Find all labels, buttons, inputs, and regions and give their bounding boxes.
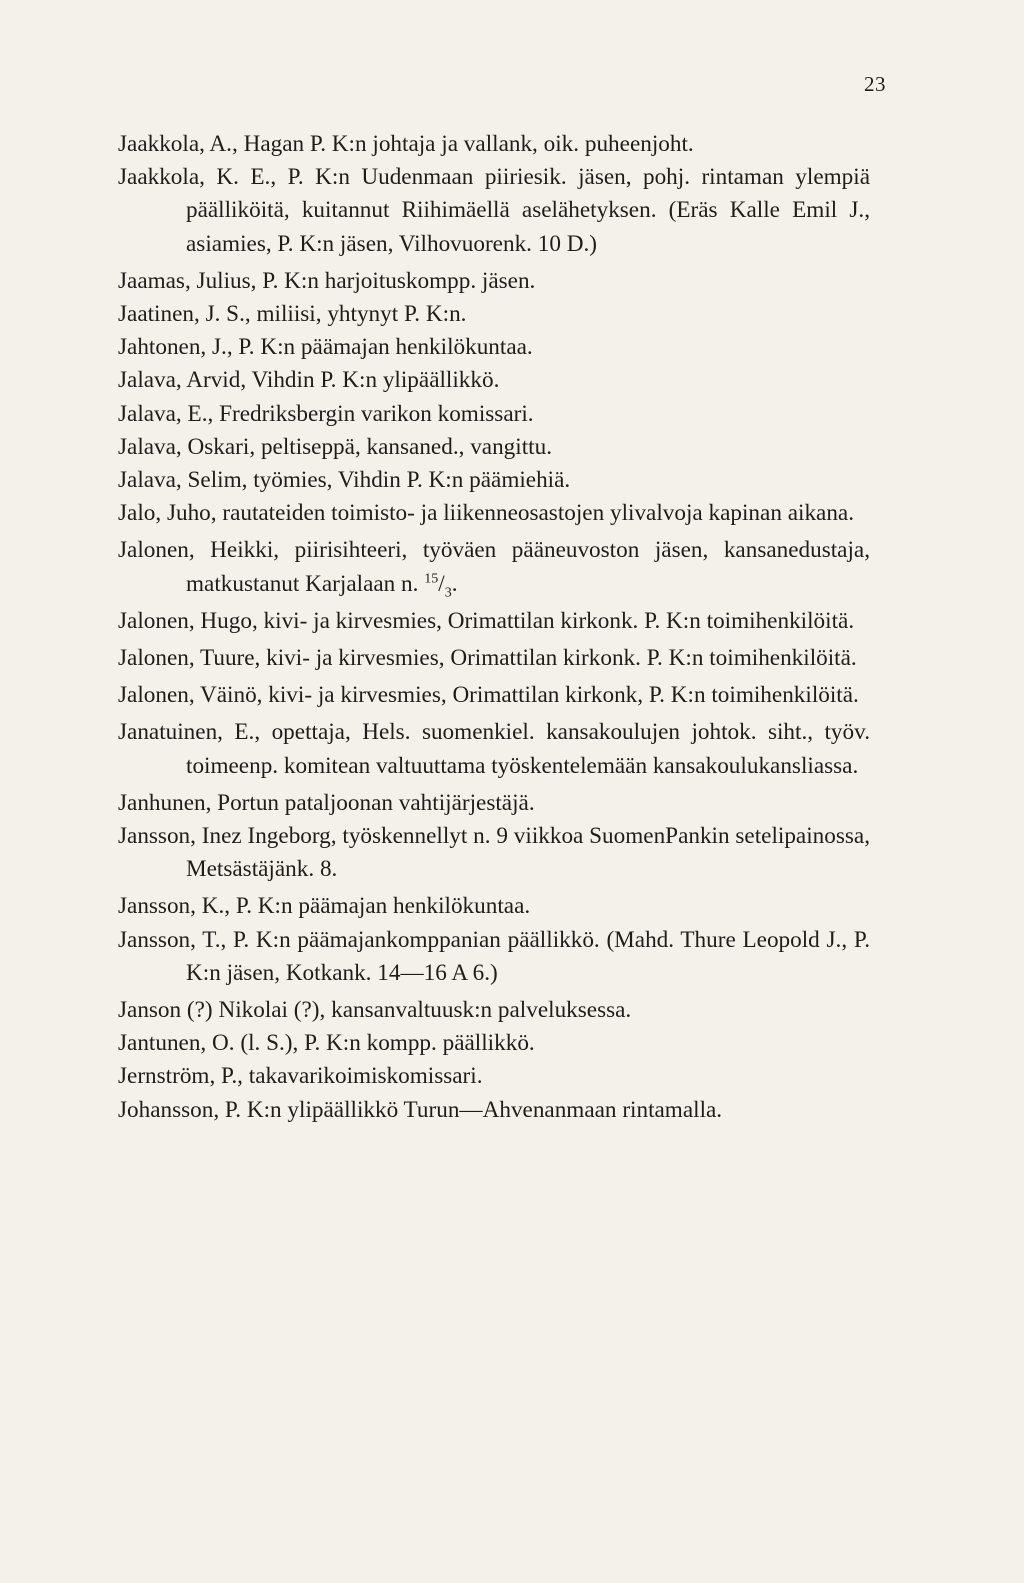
register-entry: Jalonen, Hugo, kivi- ja kirvesmies, Orimattilan kirkonk. P. K:n toimihenkilöitä. bbox=[118, 607, 855, 634]
date-day: 15 bbox=[424, 570, 439, 586]
register-entry: Jaamas, Julius, P. K:n harjoituskompp. jäsen. bbox=[118, 267, 536, 294]
register-entry: Jahtonen, J., P. K:n päämajan henkilökuntaa. bbox=[118, 334, 533, 361]
register-entry: Jalonen, Tuure, kivi- ja kirvesmies, Orimattilan kirkonk. P. K:n toimihenkilöitä. bbox=[118, 645, 857, 672]
register-entry: Jaakkola, K. E., P. K:n Uudenmaan piiriesik. jäsen, pohj. rintaman ylempiä päälliköitä, kuitannut Riihimäellä aselähetyksen. (Eräs Kalle Emil J., asiamies, P. K:n jäsen, Vilhovuorenk. 10 D.) bbox=[118, 164, 870, 257]
register-entry: Jalonen, Heikki, piirisihteeri, työväen pääneuvoston jäsen, kansanedustaja, matkustanut Karjalaan n. $^{15}/_3$. bbox=[118, 537, 870, 601]
register-entry-text: Jalonen, Heikki, piirisihteeri, työväen pääneuvoston jäsen, kansanedustaja, matkustanut Karjalaan n. bbox=[118, 537, 870, 597]
page-number: 23 bbox=[864, 72, 886, 96]
register-entry: Jalo, Juho, rautateiden toimisto- ja liikenneosastojen ylivalvoja kapinan aikana. bbox=[118, 500, 855, 527]
register-entry: Jalava, Arvid, Vihdin P. K:n ylipäällikkö. bbox=[118, 367, 500, 394]
register-entry: Janhunen, Portun pataljoonan vahtijärjestäjä. bbox=[118, 789, 535, 816]
register-entry: Jaatinen, J. S., miliisi, yhtynyt P. K:n. bbox=[118, 301, 467, 328]
register-entry: Jalonen, Väinö, kivi- ja kirvesmies, Orimattilan kirkonk, P. K:n toimihenkilöitä. bbox=[118, 682, 859, 709]
register-entries bbox=[118, 128, 870, 1131]
register-entry: Jansson, Inez Ingeborg, työskennellyt n. 9 viikkoa SuomenPankin setelipainossa, Metsästäjänk. 8. bbox=[118, 823, 870, 883]
register-entry: Jalava, E., Fredriksbergin varikon komissari. bbox=[118, 400, 534, 427]
register-entry: Jansson, T., P. K:n päämajankomppanian päällikkö. (Mahd. Thure Leopold J., P. K:n jäsen, Kotkank. 14—16 A 6.) bbox=[118, 926, 870, 986]
register-entry: Jernström, P., takavarikoimiskomissari. bbox=[118, 1063, 483, 1090]
register-entry: Jalava, Oskari, peltiseppä, kansaned., vangittu. bbox=[118, 433, 552, 460]
register-entry: Jalava, Selim, työmies, Vihdin P. K:n päämiehiä. bbox=[118, 467, 571, 494]
register-entry: Jaakkola, A., Hagan P. K:n johtaja ja vallank, oik. puheenjoht. bbox=[118, 131, 694, 157]
register-entry: Jantunen, O. (l. S.), P. K:n kompp. päällikkö. bbox=[118, 1030, 535, 1057]
register-entry: Johansson, P. K:n ylipäällikkö Turun—Ahvenanmaan rintamalla. bbox=[118, 1096, 723, 1123]
date-month: 3 bbox=[444, 585, 452, 601]
register-entry: Jansson, K., P. K:n päämajan henkilökuntaa. bbox=[118, 893, 531, 920]
register-entry: Janson (?) Nikolai (?), kansanvaltuusk:n palveluksessa. bbox=[118, 997, 632, 1024]
register-entry: Janatuinen, E., opettaja, Hels. suomenkiel. kansakoulujen johtok. siht., työv. toimeenp. komitean valtuuttama työskentelemään kansakoulukansliassa. bbox=[118, 719, 870, 779]
